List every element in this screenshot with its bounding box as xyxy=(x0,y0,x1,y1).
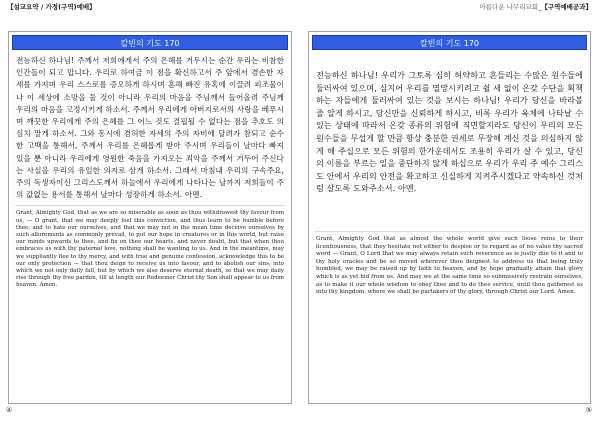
left-korean-prayer: 전능하신 하나님! 주께서 저희에게서 주의 은혜를 거두시는 순간 우리는 비참한 인간들이 되고 맙니다. 우리로 하여금 이 점을 확신하고서 주 앞에서 겸손한 자세를 가지며 우리 스스로를 증오하게 하시며 혼해 빠진 유혹에 이끌려 피조물이나 이 세상에 소망을 둘 것이 아니라 우리의 마음을 주님께서 들어올려 주님께 우리의 마음을 고정시키게 하소서. 주께서 우리에게 아버지로서의 사랑을 베푸시며 깨끗한 우리에게 주의 은혜를 그 어느 것도 결핍될 수 없다는 점을 추호도 의심치 말게 하소서. 그와 동시에 겸허한 자세의 주의 자비에 달려가 참되고 순수한 고백을 통해서, 주께서 우리를 은혜롭게 받아 주시며 우리들이 날마다 빠져 있을 뿐 아니라 우리에게 영원한 죽음을 가져오는 죄악을 주께서 거두어 주신다는 사실을 우리의 유일한 의지로 삼게 하소서. 그래서 마침내 우리의 구속주요, 주의 독생자이신 그리스도께서 하늘에서 우리에게 나타나는 날까지 저희들이 주의 값없는 용서를 통해서 날마다 성장하게 하소서. 아멘. xyxy=(16,56,284,200)
left-prayer-card xyxy=(8,31,292,404)
left-english-prayer: Grant, Almighty God, that as we are so miserable as soon as thou withdrawest thy favour from us, — O grant, that we may deeply feel this conviction, and thus learn to be humble before thee, and to hate our ourselves, and that we may not in the mean time deceive ourselves by such allurements as commonly prevail, to put our hope in creatures or in this world, but raise our minds upwards to thee, and fix on thee our hearts, and never doubt, but that when thou embraces us with thy paternal love, nothing shall be wanting to us. And in the meantime, may we suppliantly flee to thy mercy, and with true and genuine confession, acknowledge this to be our only protection — that thou deign to receive us into favour, and to abolish our sins, into which we not only daily fall, but by which we also deserve eternal death, so that we may daily rise through thy free pardon, till at length our Redeemer Christ thy Son shall appear to us from heaven. Amen. xyxy=(16,210,284,289)
right-header-section: 【구역예배공과】 xyxy=(541,3,592,11)
right-header xyxy=(479,3,592,12)
right-english-prayer: Grant, Almighty God that as almost the whole world give such loose reins to their licentiousness, that they hesitate not either to despise or to regard as of no value thy sacred word — Grant, O Lord that we may always retain such reverence as is justly due to it and to thy holy oracles and be so moved wherever thou deignest to address us that being truly humbled, we may be raised up by faith to heaven, and by hope gradually attain that glory which is as yet hid from us. And may we at the same time so submissively restrain ourselves, as to make it our whole wisdom to obey thee and to do thee service, until thou gatherest us into thy kingdom, where we shall be partakers of thy glory, through Christ our Lord. Amen. xyxy=(316,235,583,296)
right-divider xyxy=(315,231,584,232)
right-header-separator: _ xyxy=(538,3,542,11)
right-korean-prayer: 전능하신 하나님! 우리가 그토록 심히 허약하고 흔들리는 수많은 원수들에 둘러싸여 있으며, 심지어 우리를 멸망시키려고 쉴 새 없이 온갖 수단을 획책하는 자들에게 둘러싸여 있는 것을 보시는 하나님! 우리가 당신을 바라볼 줄 알게 하시고, 당신만을 신뢰하게 하시고, 비록 우리가 육체에 나타날 수 있는 상태에 따라서 온갖 종류의 위험에 직면할지라도 당신이 우리의 모든 원수들을 무섭게 할 만큼 항상 충분한 권세로 무장해 계신 것을 의심하지 않게 해 주십으로 모든 위험의 한가운데서도 조용히 우리가 살 수 있고, 당신의 이름을 부르는 일을 중단하지 않게 하십으로 우리가 우리 주 예수 그리스도 안에서 우리의 안전을 확고하고 신실하게 지켜주시겠다고 약속하신 것처럼 살도록 도와주소서. 아멘. xyxy=(316,70,583,194)
left-header: 【설교요약 / 가정(구역)예배】 xyxy=(7,3,96,11)
left-divider xyxy=(15,205,285,206)
right-page xyxy=(300,0,600,424)
right-header-church: 아름다운 나무리교회 xyxy=(479,3,539,11)
right-prayer-title: 칼빈의 기도 170 xyxy=(312,35,587,50)
right-prayer-card xyxy=(308,31,591,404)
left-page-number: ④ xyxy=(6,406,13,414)
right-page-number: ⑤ xyxy=(585,406,592,414)
left-prayer-title: 칼빈의 기도 170 xyxy=(12,35,288,50)
